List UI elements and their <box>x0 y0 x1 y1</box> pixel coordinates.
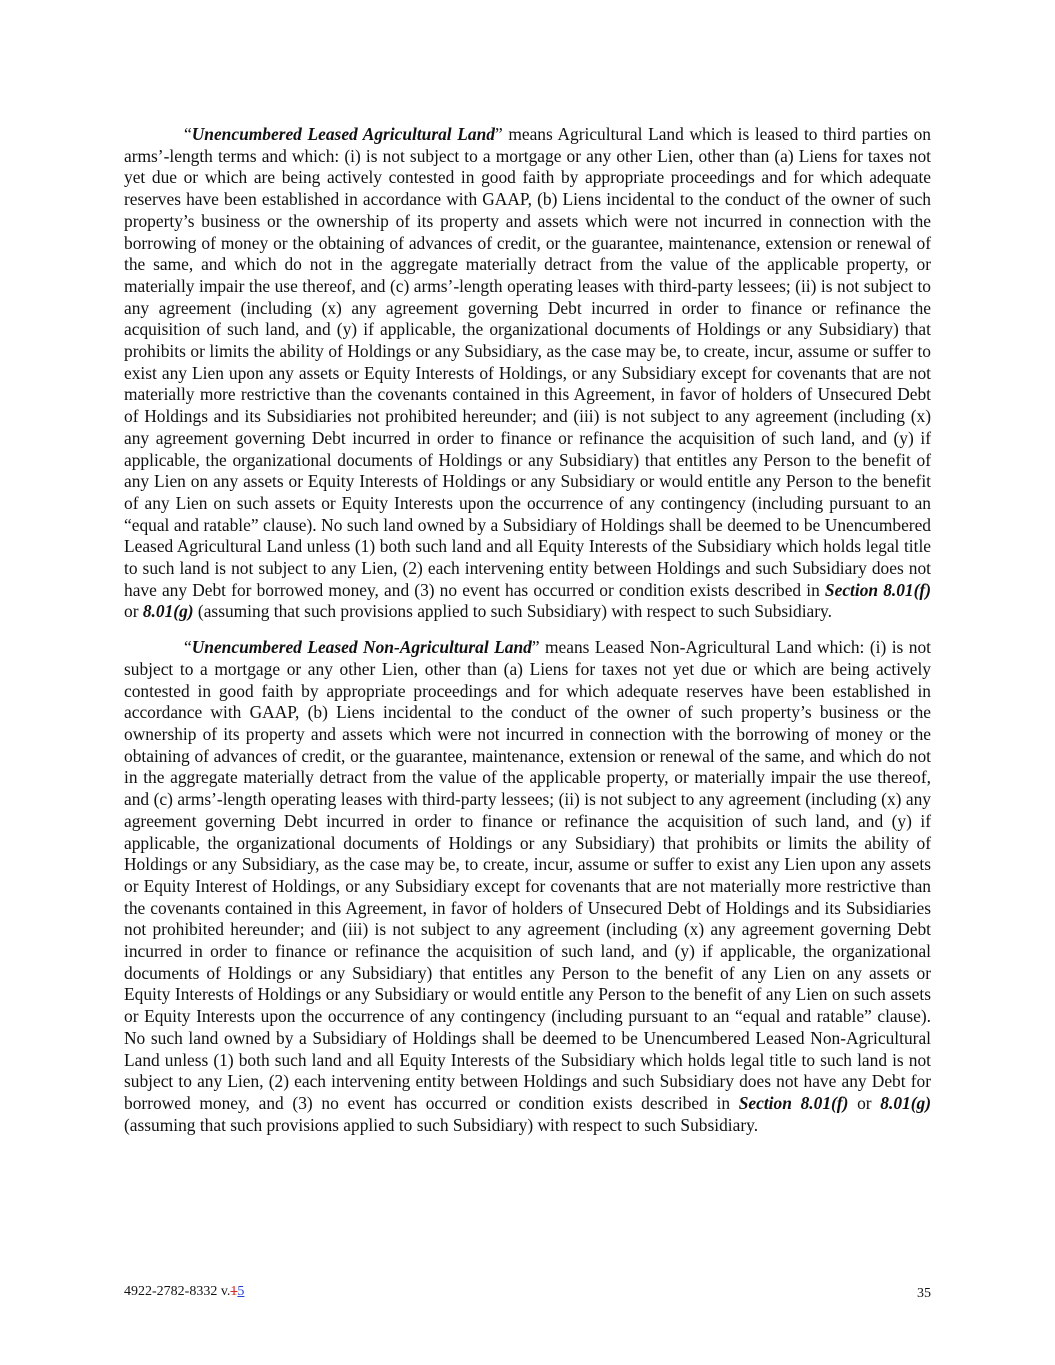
page-number: 35 <box>917 1286 931 1301</box>
section-reference: 8.01(g) <box>142 601 194 622</box>
definition-unencumbered-leased-non-agricultural-land <box>124 637 931 1136</box>
version-deleted: 1 <box>230 1284 238 1299</box>
section-reference: Section 8.01(f) <box>738 1092 849 1113</box>
document-id-footer <box>124 1283 244 1301</box>
section-reference: Section 8.01(f) <box>824 579 932 600</box>
definition-text-tail: (assuming that such provisions applied to such Subsidiary) with respect to such Subsidiary. <box>193 601 832 622</box>
document-id: 4922-2782-8332 v. <box>124 1284 231 1299</box>
defined-term: Unencumbered Leased Agricultural Land <box>191 124 495 144</box>
definition-text: ” means Leased Non-Agricultural Land which: (i) is not subject to a mortgage or any other Lien, other than (a) Liens for taxes not yet due or which are being actively contested in good faith by appropriate proceedings and for which adequate reserves have been established in accordance with GAAP, (b) Liens incidental to the conduct of the owner of such property’s business or the ownership of its property and assets which were not incurred in connection with the borrowing of money or the obtaining of advances of credit, or the guarantee, maintenance, extension or renewal of the same, and which do not in the aggregate materially detract from the value of the applicable property, or materially impair the use thereof, and (c) arms’-length operating leases with third-party lessees; (ii) is not subject to any agreement (including (x) any agreement governing Debt incurred in order to finance or refinance the acquisition of such land, and (y) if applicable, the organizational documents of Holdings or any Subsidiary) that prohibits or limits the ability of Holdings or any Subsidiary, as the case may be, to create, incur, assume or suffer to exist any Lien upon any assets or Equity Interest of Holdings, or any Subsidiary except for covenants that are not materially more restrictive than the covenants contained in this Agreement, in favor of holders of Unsecured Debt of Holdings and its Subsidiaries not prohibited hereunder; and (iii) is not subject to any agreement (including (x) any agreement governing Debt incurred in order to finance or refinance the acquisition of such land, and (y) if applicable, the organizational documents of Holdings or any Subsidiary) that entitles any Person to the benefit of any Lien on any assets or Equity Interests of Holdings or any Subsidiary or would entitle any Person to the benefit of any Lien on such assets or Equity Interests upon the occurrence of any contingency (including pursuant to an “equal and ratable” clause). No such land owned by a Subsidiary of Holdings shall be deemed to be Unencumbered Leased Non-Agricultural Land unless (1) both such land and all Equity Interests of the Subsidiary which holds legal title to such land is not subject to any Lien, (2) each intervening entity between Holdings and such Subsidiary does not have any Debt for borrowed money, and (3) no event has occurred or condition exists described in <box>124 637 932 1113</box>
document-body <box>124 124 931 1150</box>
open-quote: “ <box>184 124 192 144</box>
definition-text-connector: or <box>124 601 143 622</box>
definition-unencumbered-leased-agricultural-land <box>124 124 931 623</box>
defined-term: Unencumbered Leased Non-Agricultural Land <box>191 637 532 658</box>
section-reference: 8.01(g) <box>880 1092 932 1113</box>
definition-text-tail: (assuming that such provisions applied to such Subsidiary) with respect to such Subsidiary. <box>124 1114 759 1135</box>
version-inserted: 5 <box>237 1284 245 1299</box>
open-quote: “ <box>184 637 192 658</box>
definition-text: ” means Agricultural Land which is leased to third parties on arms’-length terms and which: (i) is not subject to a mortgage or any other Lien, other than (a) Liens for taxes not yet due or which are being actively contested in good faith by appropriate proceedings and for which adequate reserves have been established in accordance with GAAP, (b) Liens incidental to the conduct of the owner of such property’s business or the ownership of its property and assets which were not incurred in connection with the borrowing of money or the obtaining of advances of credit, or the guarantee, maintenance, extension or renewal of the same, and which do not in the aggregate materially detract from the value of the applicable property, or materially impair the use thereof, and (c) arms’-length operating leases with third-party lessees; (ii) is not subject to any agreement (including (x) any agreement governing Debt incurred in order to finance or refinance the acquisition of such land, and (y) if applicable, the organizational documents of Holdings or any Subsidiary) that prohibits or limits the ability of Holdings or any Subsidiary, as the case may be, to create, incur, assume or suffer to exist any Lien upon any assets or Equity Interests of Holdings, or any Subsidiary except for covenants that are not materially more restrictive than the covenants contained in this Agreement, in favor of holders of Unsecured Debt of Holdings and its Subsidiaries not prohibited hereunder; and (iii) is not subject to any agreement (including (x) any agreement governing Debt incurred in order to finance or refinance the acquisition of such land, and (y) if applicable, the organizational documents of Holdings or any Subsidiary) that entitles any Person to the benefit of any Lien on any assets or Equity Interests of Holdings or any Subsidiary or would entitle any Person to the benefit of any Lien on such assets or Equity Interests upon the occurrence of any contingency (including pursuant to an “equal and ratable” clause). No such land owned by a Subsidiary of Holdings shall be deemed to be Unencumbered Leased Agricultural Land unless (1) both such land and all Equity Interests of the Subsidiary which holds legal title to such land is not subject to any Lien, (2) each intervening entity between Holdings and such Subsidiary does not have any Debt for borrowed money, and (3) no event has occurred or condition exists described in <box>124 124 931 600</box>
definition-text-connector: or <box>848 1092 881 1113</box>
